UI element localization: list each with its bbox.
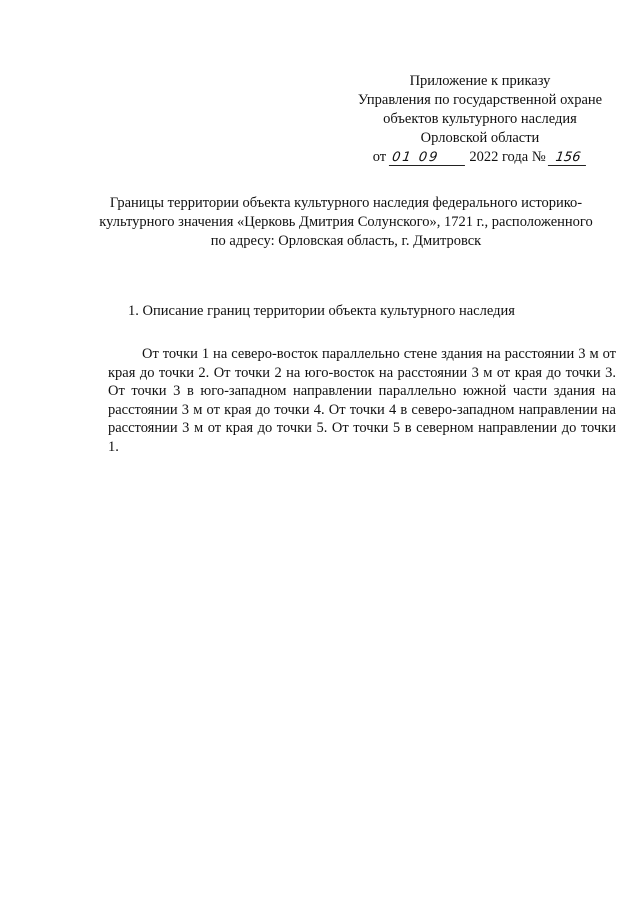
appendix-region: Орловской области (420, 130, 540, 146)
order-reference (340, 148, 620, 167)
title-line-3: по адресу: Орловская область, г. Дмитровск (210, 233, 482, 249)
appendix-header (340, 72, 620, 167)
title-line-2: культурного значения «Церковь Дмитрия Солунского», 1721 г., расположенного (99, 214, 593, 230)
order-date-handwritten: 01 09 (389, 150, 467, 166)
appendix-title: Приложение к приказу (409, 73, 551, 89)
order-number-sign: № (531, 149, 546, 165)
order-number-handwritten: 156 (548, 150, 588, 166)
boundary-description: От точки 1 на северо-восток параллельно стене здания на расстоянии 3 м от края до точки 2. От точки 2 на юго-восток на расстоянии 3 м от края до точки 3. От точки 3 в юго-западном направлении параллельно южной части здания на расстоянии 3 м от края до точки 4. От точки 4 в северо-западном направлении на расстоянии 3 м от края до точки 5. От точки 5 в северном направлении до точки 1. (108, 346, 616, 455)
appendix-authority-line-2: объектов культурного наследия (383, 111, 577, 127)
order-prefix: от (372, 149, 387, 165)
title-line-1: Границы территории объекта культурного наследия федерального историко- (109, 195, 583, 211)
appendix-authority-line: Управления по государственной охране (357, 92, 603, 108)
document-title (86, 194, 606, 251)
order-year: 2022 года (469, 149, 529, 165)
section-heading: 1. Описание границ территории объекта культурного наследия (128, 303, 515, 319)
